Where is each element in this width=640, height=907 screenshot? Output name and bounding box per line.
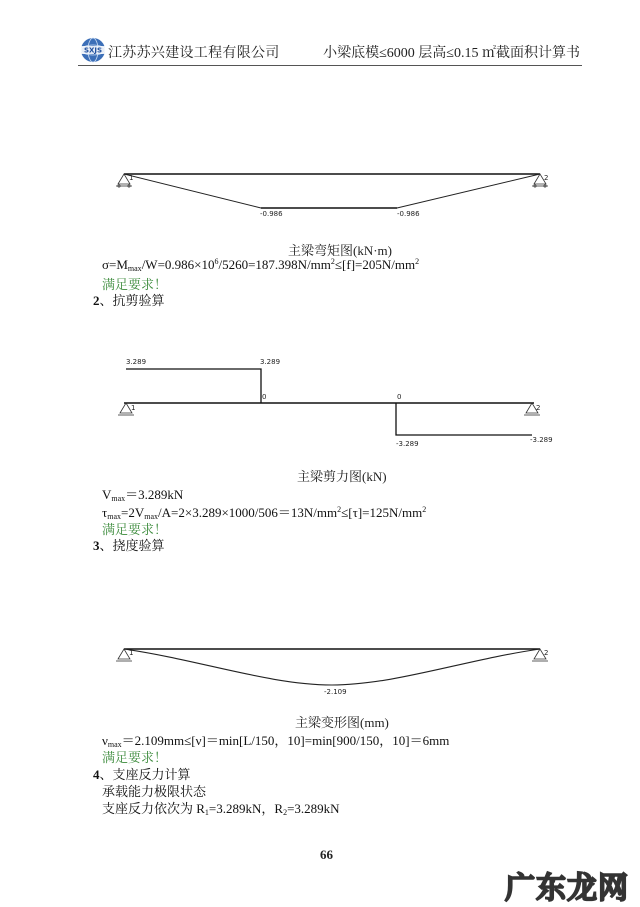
page-header	[78, 36, 582, 66]
section-2-heading: 2、抗剪验算	[93, 293, 165, 308]
moment-formula: $\sigma=M_{max}/W=0.986\times 10^6/5260=187.398N/mm^2\le[f]=205N/mm^2$	[102, 257, 420, 273]
svg-text:3.289: 3.289	[260, 358, 281, 366]
deflection-diagram	[110, 638, 555, 698]
svg-text:0: 0	[262, 393, 267, 401]
svg-text:1: 1	[131, 404, 136, 412]
deflection-ok-status: 满足要求！	[102, 750, 168, 765]
vmax-line: $V_{max}=3.289kN$	[102, 487, 184, 503]
reaction-forces: 支座反力依次为 $R_1=3.289kN$，$R_2=3.289kN$	[102, 801, 340, 817]
deflection-diagram-caption: 主梁变形图(mm)	[295, 715, 389, 730]
company-name: 江苏苏兴建设工程有限公司	[108, 46, 280, 61]
section-4-heading: 4、支座反力计算	[93, 767, 191, 782]
svg-text:3.289: 3.289	[126, 358, 147, 366]
svg-text:0: 0	[397, 393, 402, 401]
svg-text:-3.289: -3.289	[530, 436, 553, 444]
svg-text:-2.109: -2.109	[324, 688, 347, 696]
company-logo-globe-icon	[80, 37, 106, 63]
svg-text:-3.289: -3.289	[396, 440, 419, 448]
svg-text:-0.986: -0.986	[260, 210, 283, 218]
moment-diagram-caption: 主梁弯矩图(kN·m)	[288, 243, 392, 258]
shear-diagram	[110, 352, 560, 452]
svg-text:2: 2	[544, 649, 549, 657]
shear-formula: $\tau_{max}=2V_{max}/A=2\times 3.289\times 1000/506=13N/mm^2\le[\tau]=125N/mm^2$	[102, 505, 427, 521]
document-title: 小梁底模≤6000 层高≤0.15 ㎡截面积计算书	[323, 46, 580, 61]
svg-text:1: 1	[129, 649, 134, 657]
svg-text:2: 2	[536, 404, 541, 412]
svg-text:1: 1	[129, 174, 134, 182]
page-number: 66	[320, 847, 333, 862]
svg-text:SXJS: SXJS	[83, 46, 103, 55]
shear-diagram-caption: 主梁剪力图(kN)	[297, 469, 387, 484]
shear-ok-status: 满足要求！	[102, 522, 168, 537]
header-divider	[78, 65, 582, 66]
moment-diagram	[110, 166, 555, 226]
moment-ok-status: 满足要求！	[102, 277, 168, 292]
svg-text:-0.986: -0.986	[397, 210, 420, 218]
svg-text:2: 2	[544, 174, 549, 182]
limit-state-label: 承载能力极限状态	[102, 784, 207, 799]
section-3-heading: 3、挠度验算	[93, 538, 165, 553]
deflection-formula: $\nu_{max}=2.109mm\le[\nu]=\min[L/150$，10]=min[900/150，10]＝6mm	[102, 733, 450, 749]
site-watermark: 广东龙网	[505, 871, 629, 906]
